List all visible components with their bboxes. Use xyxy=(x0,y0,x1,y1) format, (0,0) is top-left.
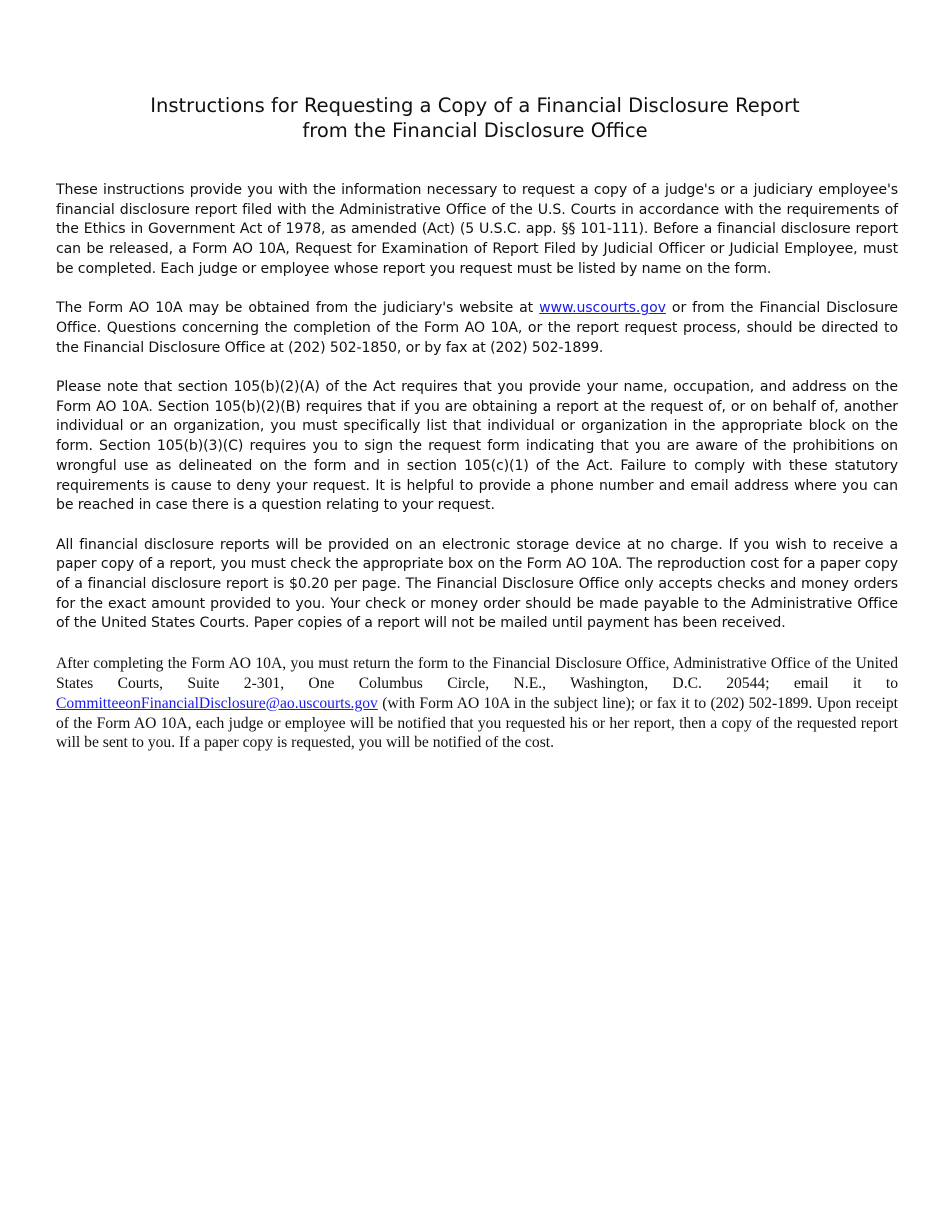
uscourts-website-link[interactable]: www.uscourts.gov xyxy=(539,300,666,317)
paragraph-intro: These instructions provide you with the information necessary to request a copy of a judge's or a judiciary employee's financial disclosure report filed with the Administrative Office of the U.S. Courts in accordance with the requirements of the Ethics in Government Act of 1978, as amended (Act) (5 U.S.C. app. §§ 101-111). Before a financial disclosure report can be released, a Form AO 10A, Request for Examination of Report Filed by Judicial Officer or Judicial Employee, must be completed. Each judge or employee whose report you request must be listed by name on the form. xyxy=(56,182,898,277)
paragraph-return-instructions xyxy=(56,654,898,754)
paragraph-statutory-requirements: Please note that section 105(b)(2)(A) of the Act requires that you provide your name, occupation, and address on the Form AO 10A. Section 105(b)(2)(B) requires that if you are obtaining a report at the request of, or on behalf of, another individual or an organization, you must specifically list that individual or organization in the appropriate block on the form. Section 105(b)(3)(C) requires you to sign the request form indicating that you are aware of the prohibitions on wrongful use as delineated on the form and in section 105(c)(1) of the Act. Failure to comply with these statutory requirements is cause to deny your request. It is helpful to provide a phone number and email address where you can be reached in case there is a question relating to your request. xyxy=(56,379,898,514)
paragraph-return-text-before: After completing the Form AO 10A, you must return the form to the Financial Disclosure Office, Administrative Office of the United States Courts, Suite 2-301, One Columbus Circle, N.E., Washington, D.C. 20544; email it to xyxy=(56,654,898,692)
title-line-1: Instructions for Requesting a Copy of a Financial Disclosure Report xyxy=(150,94,800,117)
paragraph-form-source xyxy=(56,299,898,358)
paragraph-return-text-after: (with Form AO 10A in the subject line); or fax it to (202) 502-1899. Upon receipt of the Form AO 10A, each judge or employee will be notified that you requested his or her report, then a copy of the requested report will be sent to you. If a paper copy is requested, you will be notified of the cost. xyxy=(56,694,898,752)
paragraph-form-source-text-after: or from the Financial Disclosure Office. Questions concerning the completion of the Form AO 10A, or the report request process, should be directed to the Financial Disclosure Office at (202) 502-1850, or by fax at (202) 502-1899. xyxy=(56,300,898,356)
disclosure-email-link[interactable]: CommitteeonFinancialDisclosure@ao.uscourts.gov xyxy=(56,694,378,712)
document-body xyxy=(56,181,898,773)
paragraph-paper-copy-cost: All financial disclosure reports will be provided on an electronic storage device at no charge. If you wish to receive a paper copy of a report, you must check the appropriate box on the Form AO 10A. The reproduction cost for a paper copy of a financial disclosure report is $0.20 per page. The Financial Disclosure Office only accepts checks and money orders for the exact amount provided to you. Your check or money order should be made payable to the Administrative Office of the United States Courts. Paper copies of a report will not be mailed until payment has been received. xyxy=(56,536,898,632)
paragraph-form-source-text-before: The Form AO 10A may be obtained from the judiciary's website at xyxy=(56,300,540,317)
page-title xyxy=(0,94,950,143)
title-line-2: from the Financial Disclosure Office xyxy=(302,118,648,142)
